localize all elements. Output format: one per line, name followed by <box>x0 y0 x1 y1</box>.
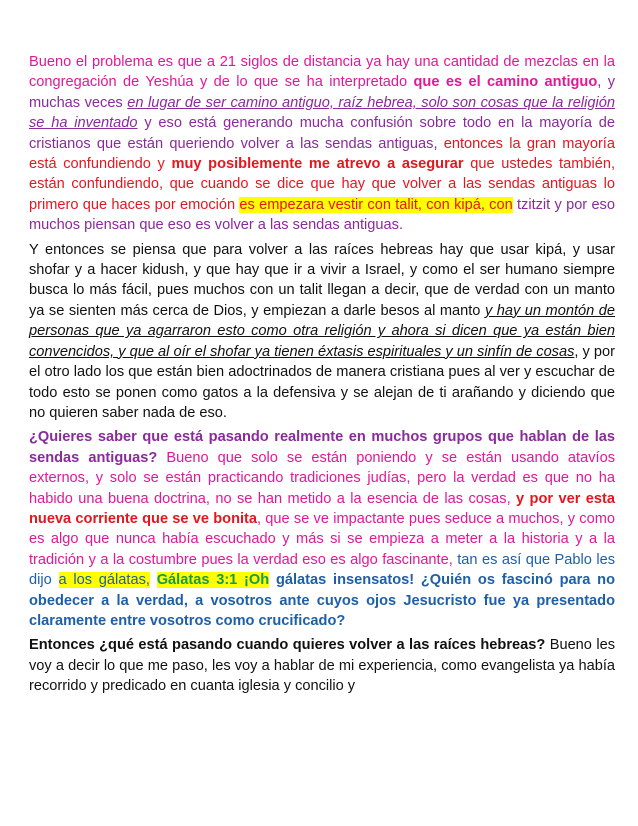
text-run: y hay un montón de personas que ya agarraron esto como otra religión y ahora si dicen que ya están bien convencidos, y que al oír el shofar ya tienen éxtasis espirituales y un sinfín de cosas <box>29 302 615 360</box>
paragraph-3 <box>29 427 615 631</box>
highlighted-text-run: es empezara vestir con talit, con kipá, con <box>239 196 513 213</box>
text-run: , y por el otro lado los que están bien adoctrinados de manera cristiana pues al ver y escuchar de todo esto se ponen como gatos a la defensiva y se alejan de ti arañando y diciendo que no quieren saber nada de eso. <box>29 343 615 421</box>
paragraph-2 <box>29 240 615 424</box>
text-run: ¿Quieres saber que está pasando realmente en muchos grupos que hablan de las sendas antiguas? <box>29 429 615 466</box>
paragraph-1 <box>29 52 615 236</box>
text-run: Bueno el problema es que a 21 siglos de distancia ya hay una cantidad de mezclas en la congregación de Yeshúa y de lo que se ha interpretado <box>29 54 615 91</box>
document-page <box>29 52 615 697</box>
highlighted-text-run: Gálatas 3:1 ¡Oh <box>156 572 270 589</box>
text-run: y eso está generando mucha confusión sobre todo en la mayoría de cristianos que están queriendo volver a las sendas antiguas, <box>29 115 615 152</box>
highlighted-text-run: a los gálatas, <box>58 572 150 589</box>
text-run: que ustedes también, están confundiendo, que cuando se dice que hay que volver a las sendas antiguas lo primero que haces por emoción <box>29 156 616 213</box>
text-run: , que se ve impactante pues seduce a muchos, y como es algo que nunca había escuchado y más si se empieza a meter a la historia y a la tradición y a la costumbre pues la verdad eso es algo fascinante, <box>29 510 615 568</box>
text-run: Bueno les voy a decir lo que me paso, les voy a hablar de mi experiencia, como evangelista ya había recorrido y predicado en cuanta iglesia y concilio y <box>29 637 615 695</box>
text-run: que es el camino antiguo <box>413 74 598 91</box>
text-run: entonces la gran mayoría está confundiendo y <box>29 135 615 173</box>
text-run: Y entonces se piensa que para volver a las raíces hebreas hay que usar kipá, y usar shofar y a hacer kidush, y que hay que ir a vivir a Israel, y como el ser humano siempre busca lo más fácil, pues muchos con un talit llegan a decir, que de verdad con un manto ya se sienten más cerca de Dios, y empiezan a darle besos al manto <box>29 241 615 319</box>
text-run <box>150 572 157 588</box>
text-run: Entonces ¿qué está pasando cuando quieres volver a las raíces hebreas? <box>29 637 546 654</box>
text-run: tzitzit y por eso muchos piensan que eso es volver a las sendas antiguas. <box>29 196 615 234</box>
text-run: muy posiblemente me atrevo a asegurar <box>171 156 464 173</box>
text-run: tan es así que Pablo les dijo <box>29 551 615 589</box>
text-run: gálatas insensatos! ¿Quién os fascinó para no obedecer a la verdad, a vosotros ante cuyos ojos Jesucristo fue ya presentado claramente entre vosotros como crucificado? <box>29 572 615 629</box>
text-run: en lugar de ser camino antiguo, raíz hebrea, solo son cosas que la religión se ha inventado <box>29 94 615 132</box>
paragraph-4 <box>29 635 615 696</box>
text-run: Bueno que solo se están poniendo y se están usando atavíos externos, y solo se están practicando tradiciones judías, pero la verdad es que no ha habido una buena doctrina, no se han metido a la esencia de las cosas, <box>29 449 615 507</box>
text-run: , y muchas veces <box>29 74 615 111</box>
text-run: y por ver esta nueva corriente que se ve bonita <box>29 490 615 527</box>
